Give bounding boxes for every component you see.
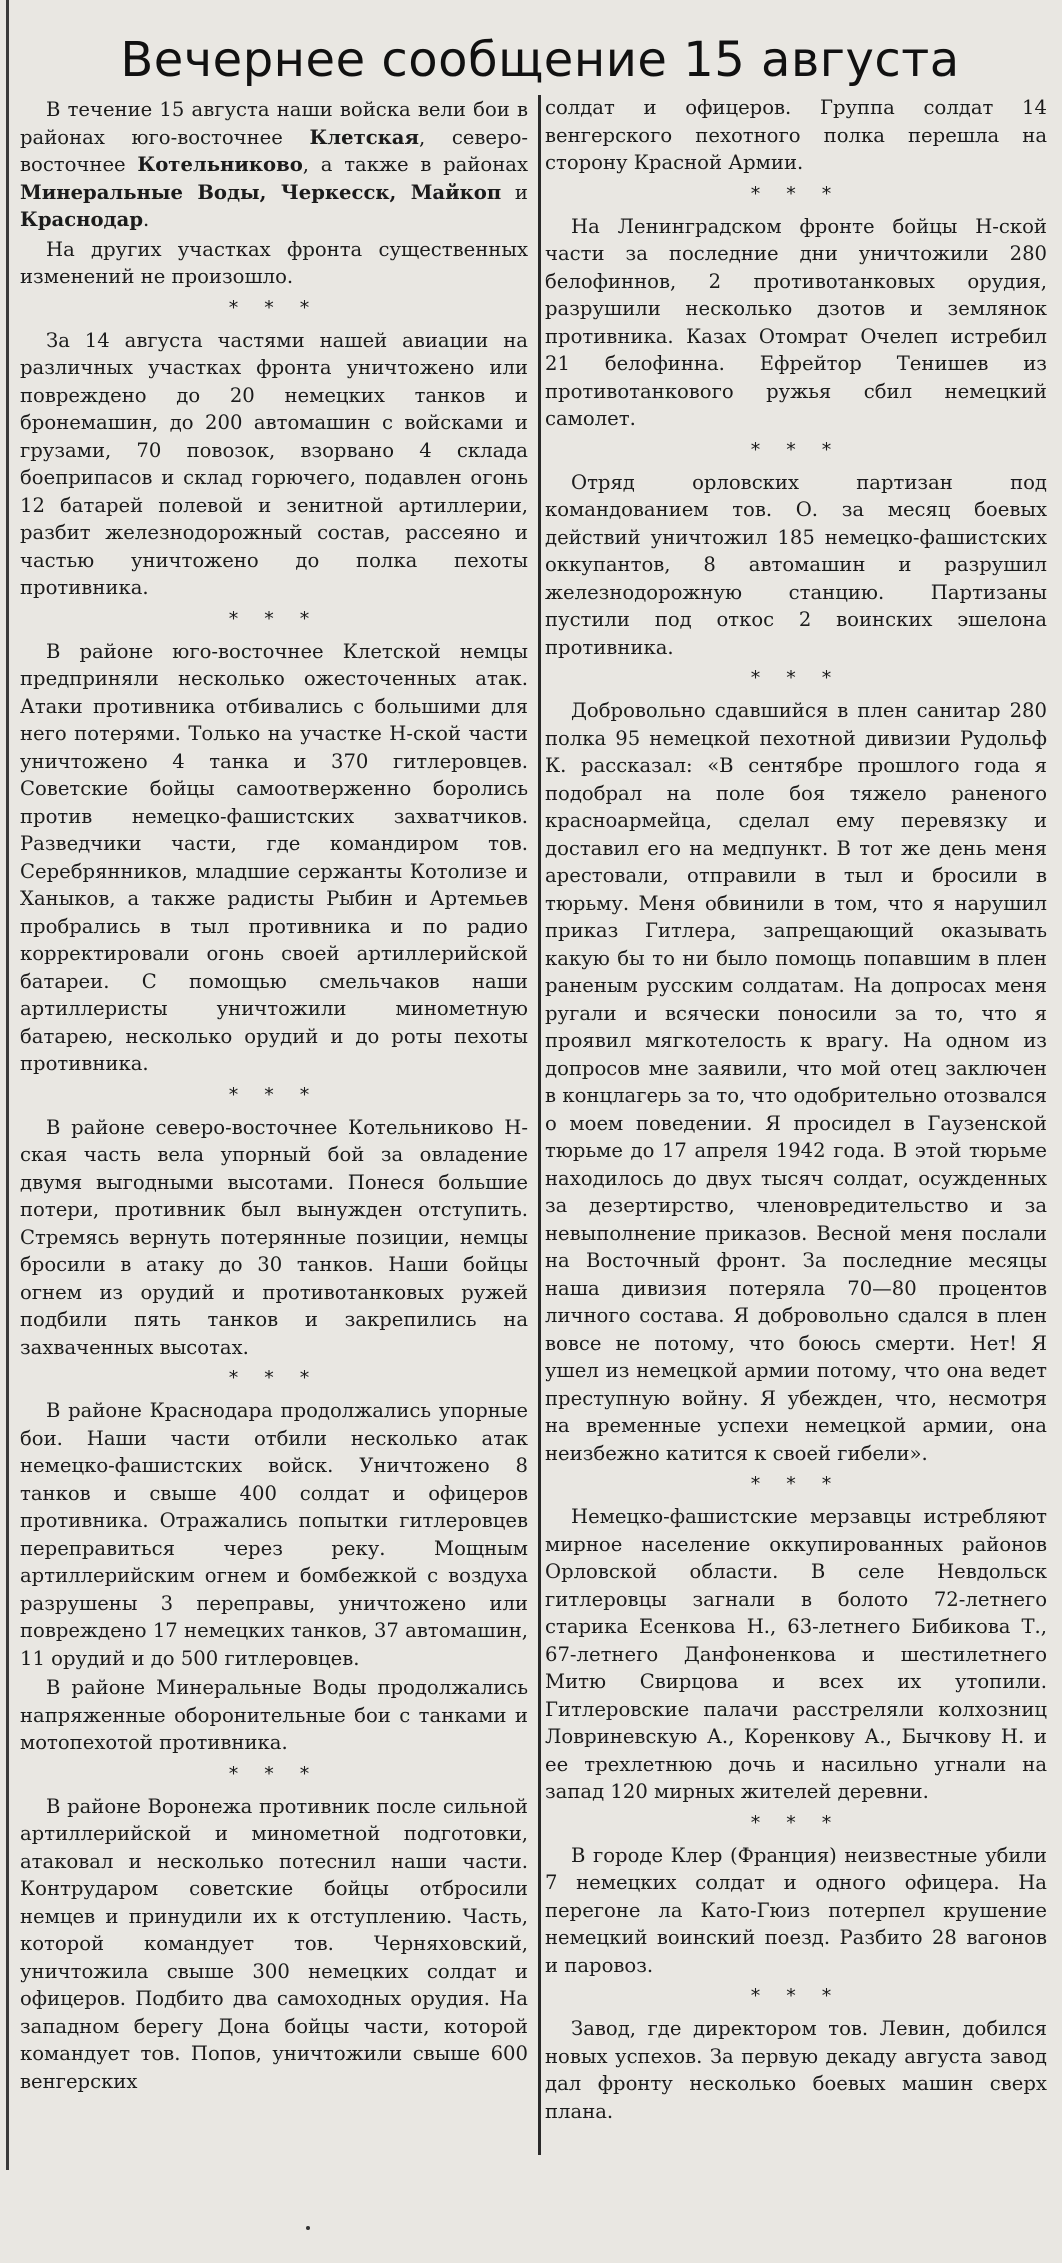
paragraph: На Ленинградском фронте бойцы Н-ской части за последние дни уничтожили 280 белофиннов, 2 противотанковых орудия, разрушили несколько дзотов и землянок противника. Казах Отомрат Очелеп истребил 21 белофинна. Ефрейтор Тенишев из противотанкового ружья сбил немецкий самолет. — [545, 214, 1047, 430]
left-column — [20, 96, 528, 2097]
paragraph: Добровольно сдавшийся в плен санитар 280 полка 95 немецкой пехотной дивизии Рудольф К. рассказал: «В сентябре прошлого года я подобрал на поле боя тяжело раненого красноармейца, сделал ему перевязку и доставил его на медпункт. В тот же день меня арестовали, отправили в тыл и бросили в тюрьму. Меня обвинили в том, что я нарушил приказ Гитлера, запрещающий оказывать какую бы то ни было помощь попавшим в плен раненым русским солдатам. На допросах меня ругали и всячески поносили за то, что я проявил мягкотелость к врагу. На одном из допросов мне заявили, что мой отец заключен в концлагерь за то, что одобрительно отозвался о моем поведении. Я просидел в Гаузенской тюрьме до 17 апреля 1942 года. В этой тюрьме находилось до двух тысяч солдат, осужденных за дезертирство, членовредительство и за невыполнение приказов. Весной меня послали на Восточный фронт. За последние месяцы наша дивизия потеряла 70—80 процентов личного состава. Я добровольно сдался в плен вовсе не потому, что боюсь смерти. Нет! Я ушел из немецкой армии потому, что она ведет преступную войну. Я убежден, что, несмотря на временные успехи немецкой армии, она неизбежно катится к своей гибели». — [545, 699, 1047, 1465]
place-name: Котельниково — [137, 153, 303, 176]
section-separator: * * * — [228, 1762, 320, 1785]
section-separator: * * * — [750, 438, 842, 461]
text-run: . — [143, 208, 150, 231]
paragraph: В районе Минеральные Воды продолжались напряженные оборонительные бои с танками и мотопехотой противника. — [20, 1676, 528, 1754]
paragraph: Немецко-фашистские мерзавцы истребляют мирное население оккупированных районов Орловской области. В селе Невдольск гитлеровцы загнали в болото 72-летнего старика Есенкова Н., 63-летнего Бибикова Т., 67-летнего Данфоненкова и шестилетнего Митю Свирцова и всех их утопили. Гитлеровские палачи расстреляли колхозниц Ловриневскую А., Коренкову А., Бычкову Н. и ее трехлетнюю дочь и насильно угнали на запад 120 мирных жителей деревни. — [545, 1505, 1047, 1803]
text-run: , а также в районах — [302, 153, 528, 176]
print-speck — [306, 2226, 310, 2230]
left-margin-rule — [6, 0, 9, 2170]
section-separator: * * * — [228, 607, 320, 630]
section-separator: * * * — [750, 667, 842, 689]
place-name: Клетская — [309, 125, 419, 149]
paragraph: Завод, где директором тов. Левин, добился новых успехов. За первую декаду августа завод дал фронту несколько боевых машин сверх плана. — [545, 2017, 1047, 2123]
section-separator: * * * — [750, 1811, 842, 1834]
paragraph: На других участках фронта существенных изменений не произошло. — [20, 237, 528, 288]
text-run: В течение 15 августа наши войска вели бои в районах юго-восточнее — [20, 98, 528, 149]
section-separator: * * * — [228, 1367, 320, 1389]
paragraph: В районе Краснодара продолжались упорные бои. Наши части отбили несколько атак немецко-фашистских войск. Уничтожено 8 танков и свыше 400 солдат и офицеров противника. Отражались попытки гитлеровцев переправиться через реку. Мощным артиллерийским огнем и бомбежкой с воздуха разрушены 3 переправы, уничтожено или повреждено 17 немецких танков, 37 автомашин, 11 орудий и до 500 гитлеровцев. — [20, 1399, 528, 1670]
paragraph: В районе юго-восточнее Клетской немцы предприняли несколько ожесточенных атак. Атаки противника отбивались с большими для него потерями. Только на участке Н-ской части уничтожено 4 танка и 370 гитлеровцев. Советские бойцы самоотверженно боролись против немецко-фашистских захватчиков. Разведчики части, где командиром тов. Серебрянников, младшие сержанты Котолизе и Ханыков, а также радисты Рыбин и Артемьев пробрались в тыл противника и по радио корректировали огонь своей артиллерийской батареи. С помощью смельчаков наши артиллеристы уничтожили минометную батарею, несколько орудий и до роты пехоты противника. — [20, 639, 528, 1075]
paragraph: За 14 августа частями нашей авиации на различных участках фронта уничтожено или повреждено до 20 немецких танков и бронемашин, до 200 автомашин с войсками и грузами, 70 повозок, взорвано 4 склада боеприпасов и склад горючего, подавлен огонь 12 батарей полевой и зенитной артиллерии, разбит железнодорожный состав, рассеяно и частью уничтожено до полка пехоты противника. — [20, 328, 528, 599]
right-column — [545, 94, 1047, 2127]
page-title: Вечернее сообщение 15 августа — [120, 32, 960, 88]
paragraph: В районе Воронежа противник после сильной артиллерийской и минометной подготовки, атаковал и несколько потеснил наши части. Контрударом советские бойцы отбросили немцев и принудили их к отступлению. Часть, которой командует тов. Черняховский, уничтожила свыше 300 немецких солдат и офицеров. Подбито два самоходных орудия. На западном берегу Дона бойцы части, которой командует тов. Попов, уничтожили свыше 600 венгерских — [20, 1794, 528, 2093]
section-separator: * * * — [750, 182, 842, 205]
paragraph-continued: солдат и офицеров. Группа солдат 14 венгерского пехотного полка перешла на сторону Красной Армии. — [545, 96, 1047, 174]
text-run: и — [501, 180, 528, 204]
place-name: Краснодар — [20, 208, 144, 231]
paragraph: Отряд орловских партизан под командованием тов. О. за месяц боевых действий уничтожил 185 немецко-фашистских оккупантов, 8 автомашин и разрушил железнодорожную станцию. Партизаны пустили под откос 2 воинских эшелона противника. — [545, 470, 1047, 659]
column-divider — [538, 95, 541, 2155]
section-separator: * * * — [228, 1083, 320, 1106]
place-name: Минеральные Воды, Черкесск, Майкоп — [20, 180, 502, 204]
section-separator: * * * — [228, 296, 320, 319]
text-run: , северо-восточнее — [20, 125, 528, 176]
article-lead — [20, 96, 528, 234]
paragraph: В районе северо-восточнее Котельниково Н-ская часть вела упорный бой за овладение двумя выгодными высотами. Понеся большие потери, противник был вынужден отступить. Стремясь вернуть потерянные позиции, немцы бросили в атаку до 30 танков. Наши бойцы огнем из орудий и противотанковых ружей подбили пять танков и закрепились на захваченных высотах. — [20, 1115, 528, 1359]
section-separator: * * * — [750, 1985, 842, 2007]
paragraph: В городе Клер (Франция) неизвестные убили 7 немецких солдат и одного офицера. На перегоне ла Като-Гюиз потерпел крушение немецкий воинский поезд. Разбито 28 вагонов и паровоз. — [545, 1843, 1047, 1977]
section-separator: * * * — [750, 1473, 842, 1495]
